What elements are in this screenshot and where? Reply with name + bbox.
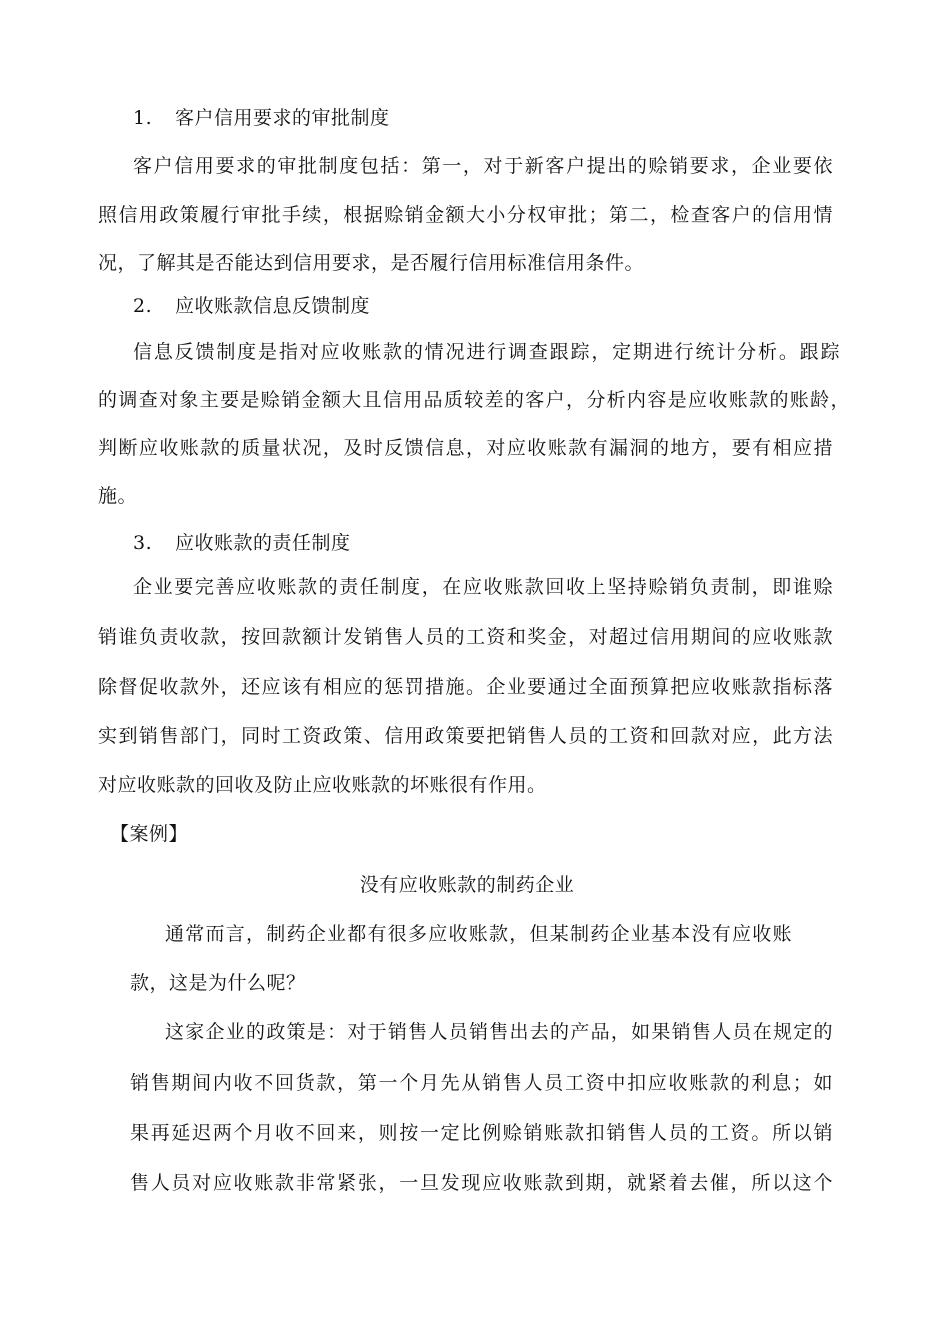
case-title: 没有应收账款的制药企业	[359, 874, 575, 896]
section-2-para-line: 信息反馈制度是指对应收账款的情况进行调查跟踪，定期进行统计分析。跟踪	[133, 341, 840, 363]
section-2-para-line: 判断应收账款的质量状况，及时反馈信息，对应收账款有漏洞的地方，要有相应措	[98, 437, 833, 459]
section-1-para-line: 况，了解其是否能达到信用要求，是否履行信用标准信用条件。	[98, 252, 645, 274]
section-3-para-line: 对应收账款的回收及防止应收账款的坏账很有作用。	[98, 774, 547, 796]
section-2-para-line: 的调查对象主要是赊销金额大且信用品质较差的客户，分析内容是应收账款的账龄，	[98, 389, 850, 411]
case-label: 【案例】	[110, 823, 189, 845]
case-para-2-line: 这家企业的政策是：对于销售人员销售出去的产品，如果销售人员在规定的	[165, 1021, 833, 1043]
section-3-heading	[133, 531, 351, 555]
section-3-para-line: 实到销售部门，同时工资政策、信用政策要把销售人员的工资和回款对应，此方法	[98, 725, 833, 747]
section-2-number: 2.	[133, 295, 153, 317]
case-para-2-line: 销售期间内收不回货款，第一个月先从销售人员工资中扣应收账款的利息；如	[130, 1072, 833, 1094]
section-3-number: 3.	[133, 532, 153, 554]
section-3-para-line: 企业要完善应收账款的责任制度，在应收账款回收上坚持赊销负责制，即谁赊	[133, 576, 833, 598]
section-1-para-line: 照信用政策履行审批手续，根据赊销金额大小分权审批；第二，检查客户的信用情	[98, 204, 833, 226]
section-2-para-line: 施。	[98, 485, 138, 507]
section-1-title: 客户信用要求的审批制度	[175, 107, 390, 129]
section-1-para-line: 客户信用要求的审批制度包括：第一，对于新客户提出的赊销要求，企业要依	[133, 155, 833, 177]
section-2-title: 应收账款信息反馈制度	[175, 295, 371, 317]
section-3-title: 应收账款的责任制度	[175, 532, 351, 554]
case-para-2-line: 售人员对应收账款非常紧张，一旦发现应收账款到期，就紧着去催，所以这个	[130, 1172, 833, 1194]
section-1-number: 1.	[133, 107, 153, 129]
section-2-heading	[133, 294, 370, 318]
case-para-1-line: 通常而言，制药企业都有很多应收账款，但某制药企业基本没有应收账	[165, 923, 792, 945]
section-3-para-line: 除督促收款外，还应该有相应的惩罚措施。企业要通过全面预算把应收账款指标落	[98, 676, 833, 698]
section-1-heading	[133, 106, 390, 130]
section-3-para-line: 销谁负责收款，按回款额计发销售人员的工资和奖金，对超过信用期间的应收账款	[98, 626, 833, 648]
case-para-2-line: 果再延迟两个月收不回来，则按一定比例赊销账款扣销售人员的工资。所以销	[130, 1122, 833, 1144]
case-para-1-line: 款，这是为什么呢？	[130, 972, 306, 994]
